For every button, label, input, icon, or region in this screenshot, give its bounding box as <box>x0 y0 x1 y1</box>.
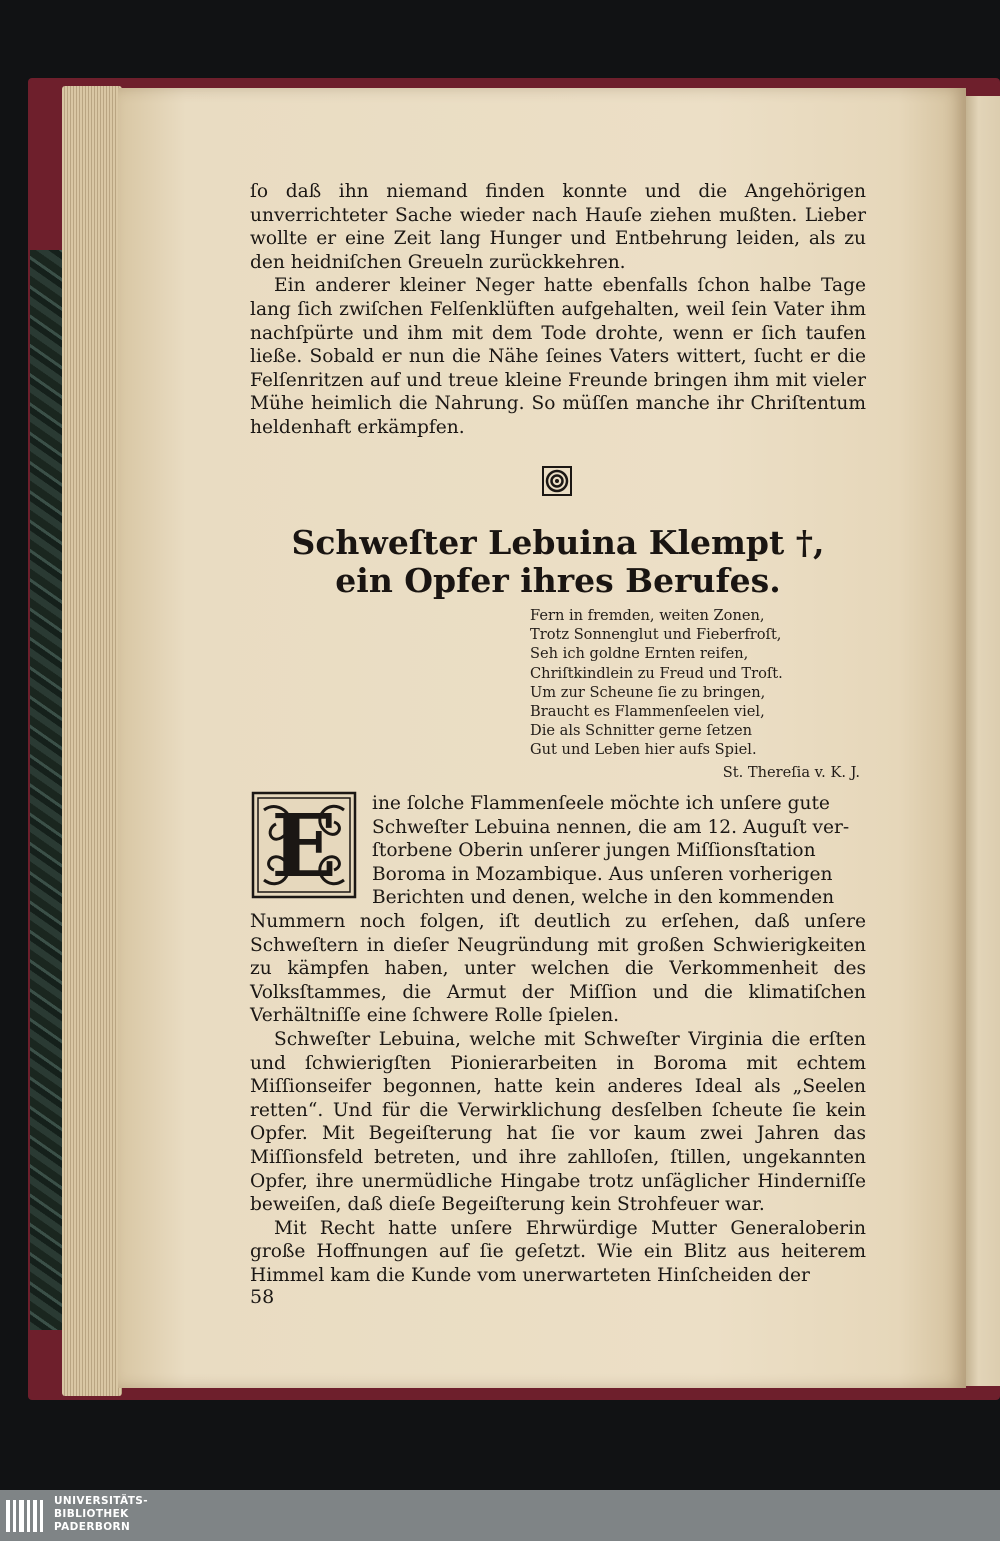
text-block-article <box>250 792 866 1287</box>
library-name-line: BIBLIOTHEK <box>54 1508 129 1520</box>
next-page-edge <box>964 96 1000 1386</box>
library-name-line: PADERBORN <box>54 1521 131 1533</box>
marbled-spine <box>30 250 66 1330</box>
poem-line: Um zur Scheune ſie zu bringen, <box>530 683 766 701</box>
title-line-1: Schweſter Lebuina Klempt †, <box>291 523 825 562</box>
paragraph-pionierarbeit: Schweſter Lebuina, welche mit Schweſter Virginia die erſten und ſchwierigſten Pionierarbeiten in Boroma mit echtem Miſſionseifer begonnen, hatte kein anderes Ideal als „Seelen retten“. Und für die Verwirklichung desſelben ſcheute ſie kein Opfer. Mit Begeiſterung hat ſie vor kaum zwei Jahren das Miſſionsfeld betreten, und ihre zahlloſen, ſtillen, ungekannten Opfer, ihre unermüdliche Hingabe trotz unſäglicher Hinderniſſe beweiſen, daß dieſe Begeiſterung kein Strohfeuer war. <box>250 1028 866 1216</box>
dropcap-line: ſtorbene Oberin unſerer jungen Miſſionsſtation <box>372 840 816 862</box>
poem-line: Trotz Sonnenglut und Fieberfroſt, <box>530 626 782 644</box>
paragraph-flammenseele: Nummern noch folgen, iſt deutlich zu erſehen, daß unſere Schweſtern in dieſer Neugründung mit großen Schwierigkeiten zu kämpfen haben, unter welchen die Verkommenheit des Volksſtammes, die Armut der Miſſion und die klimatiſchen Verhältniſſe eine ſchwere Rolle ſpielen. <box>250 910 866 1027</box>
article-title <box>250 524 866 600</box>
poem-author: St. Thereſia v. K. J. <box>722 764 860 781</box>
text-block-top <box>250 180 866 440</box>
page-number: 58 <box>250 1286 275 1308</box>
library-barcode-logo-icon <box>4 1496 46 1536</box>
paragraph-neger: Ein anderer kleiner Neger hatte ebenfalls ſchon halbe Tage lang ſich zwiſchen Felſenklüften aufgehalten, weil ſein Vater ihm nachſpürte und ihm mit dem Tode drohte, wenn er ſich taufen ließe. Sobald er nun die Nähe ſeines Vaters wittert, ſucht er die Felſenritzen auf und treue kleine Freunde bringen ihm mit vieler Mühe heimlich die Nahrung. So müſſen manche ihr Chriſtentum heldenhaft erkämpfen. <box>250 275 866 438</box>
concentric-circle-ornament-icon <box>542 466 572 496</box>
library-name <box>54 1495 148 1534</box>
poem-line: Chriſtkindlein zu Freud und Troſt. <box>530 664 783 682</box>
poem-line: Braucht es Flammenſeelen viel, <box>530 703 765 721</box>
library-footer-bar <box>0 1490 1000 1541</box>
poem-line: Die als Schnitter gerne ſetzen <box>530 722 753 740</box>
poem-line: Seh ich goldne Ernten reifen, <box>530 645 749 663</box>
dropcap-letter: E <box>271 796 337 897</box>
poem-epigraph <box>530 606 860 760</box>
paragraph-generaloberin: Mit Recht hatte unſere Ehrwürdige Mutter Generaloberin große Hoffnungen auf ſie geſetzt. Wie ein Blitz aus heiterem Himmel kam die Kunde vom unerwarteten Hinſcheiden der <box>250 1217 866 1286</box>
page-stack-edge <box>62 86 122 1396</box>
dropcap-line: Boroma in Mozambique. Aus unſeren vorherigen <box>372 863 833 885</box>
poem-line: Gut und Leben hier aufs Spiel. <box>530 741 757 759</box>
library-name-line: UNIVERSITÄTS- <box>54 1495 149 1507</box>
paragraph-continued: ſo daß ihn niemand finden konnte und die Angehörigen unverrichteter Sache wieder nach Hauſe ziehen mußten. Lieber wollte er eine Zeit lang Hunger und Entbehrung leiden, als zu den heidniſchen Greueln zurückkehren. <box>250 181 866 273</box>
poem-line: Fern in fremden, weiten Zonen, <box>530 607 765 624</box>
dropcap-line: ine ſolche Flammenſeele möchte ich unſere gute <box>372 793 830 814</box>
dropcap-line: Schweſter Lebuina nennen, die am 12. Auguſt ver- <box>372 816 850 838</box>
title-line-2: ein Opfer ihres Berufes. <box>335 561 781 600</box>
dropcap-line: Berichten und denen, welche in den kommenden <box>372 887 835 909</box>
